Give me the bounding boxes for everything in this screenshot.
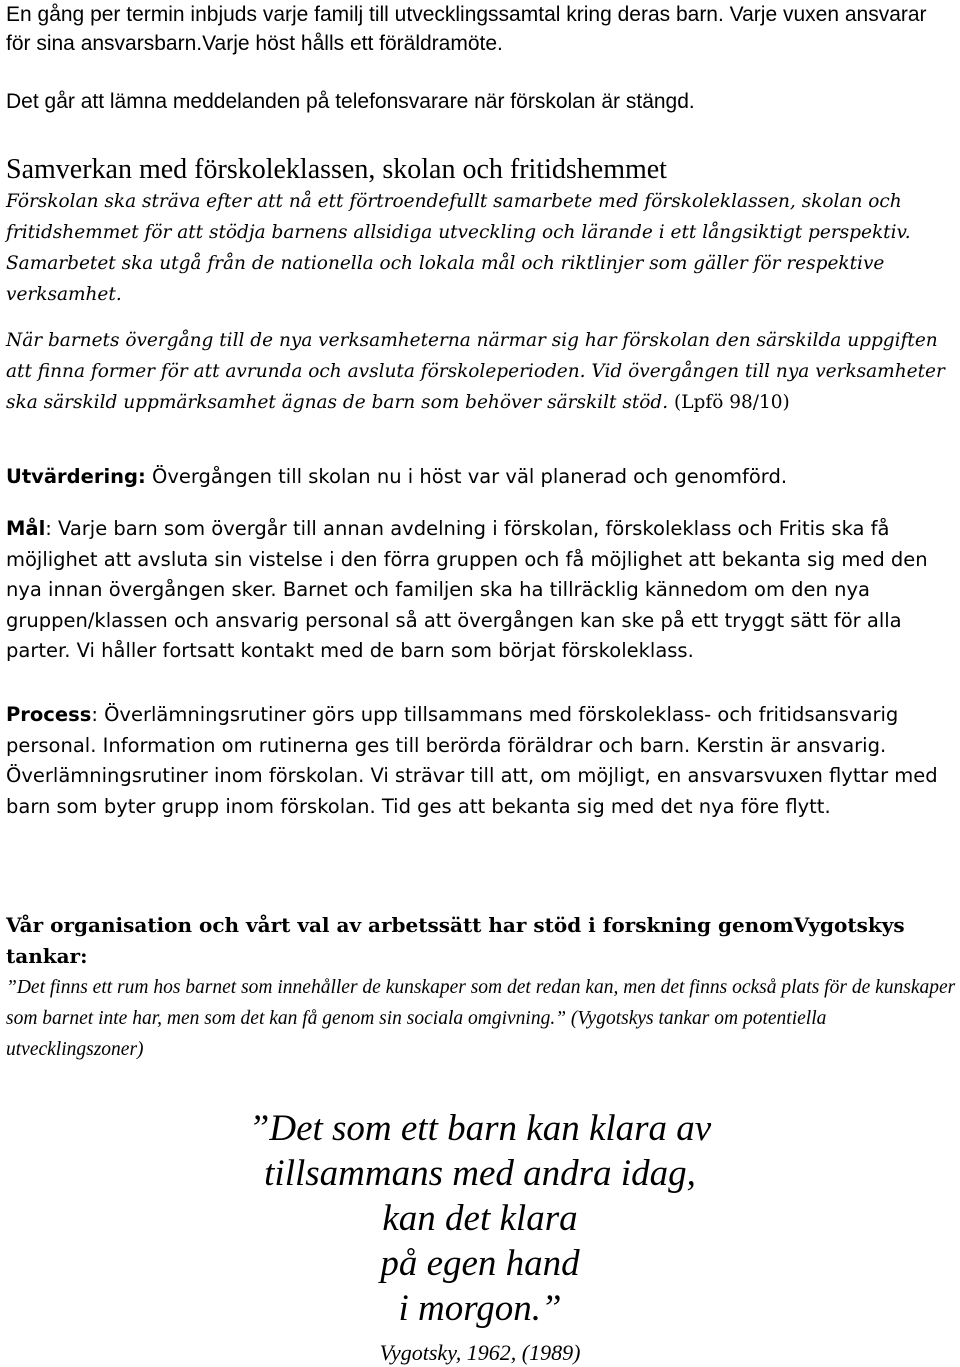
intro-paragraph: En gång per termin inbjuds varje familj till utvecklingssamtal kring deras barn. Varje vuxen ansvarar för sina ansvarsbarn.Varje höst hålls ett föräldramöte. — [6, 3, 927, 55]
samverkan-paragraph-1: Förskolan ska sträva efter att nå ett förtroendefullt samarbete med förskoleklassen, skolan och fritidshemmet för att stödja barnens allsidiga utveckling och lärande i ett långsiktigt perspektiv. Samarbetet ska utgå från de nationella och lokala mål och riktlinjer som gäller för respektive verksamhet. — [6, 191, 911, 305]
intro-contact-line: Det går att lämna meddelanden på telefonsvarare när förskolan är stängd. — [6, 90, 695, 113]
quote-attribution: Vygotsky, 1962, (1989) — [379, 1340, 581, 1365]
process-paragraph — [6, 700, 956, 822]
big-quote-line-5: i morgon.” — [398, 1288, 562, 1329]
mal-text: : Varje barn som övergår till annan avdelning i förskolan, förskoleklass och Fritis ska få möjlighet att avsluta sin vistelse i den förra gruppen och få möjlighet att bekanta sig med den nya innan övergången sker. Barnet och familjen ska ha tillräcklig kännedom om den nya gruppen/klassen och ansvarig personal så att övergången kan ske på ett tryggt sätt för alla parter. Vi håller fortsatt kontakt med de barn som börjat förskoleklass. — [6, 517, 928, 662]
mal-label: Mål — [6, 517, 46, 540]
lpfo-reference: (Lpfö 98/10) — [674, 392, 790, 413]
process-label: Process — [6, 703, 92, 726]
big-quote-line-2: tillsammans med andra idag, — [264, 1153, 696, 1194]
samverkan-heading: Samverkan med förskoleklassen, skolan och fritidshemmet — [6, 154, 667, 185]
organisation-heading: Vår organisation och vårt val av arbetssätt har stöd i forskning genomVygotskys tankar: — [6, 913, 905, 968]
big-quote-line-4: på egen hand — [380, 1243, 580, 1284]
utvardering-text: Övergången till skolan nu i höst var väl planerad och genomförd. — [145, 465, 788, 488]
samverkan-paragraph-2-text: När barnets övergång till de nya verksamheterna närmar sig har förskolan den särskilda uppgiften att finna former för att avrunda och avsluta förskoleperioden. Vid övergången till nya verksamheter ska särskild uppmärksamhet ägnas de barn som behöver särskilt stöd. — [6, 330, 945, 413]
samverkan-paragraph-2 — [6, 325, 956, 418]
process-text: : Överlämningsrutiner görs upp tillsammans med förskoleklass- och fritidsansvarig personal. Information om rutinerna ges till berörda föräldrar och barn. Kerstin är ansvarig. Överlämningsrutiner inom förskolan. Vi strävar till att, om möjligt, en ansvarsvuxen flyttar med barn som byter grupp inom förskolan. Tid ges att bekanta sig med det nya före flytt. — [6, 703, 938, 818]
big-quote-line-1: ”Det som ett barn kan klara av — [248, 1108, 712, 1149]
mal-paragraph — [6, 514, 956, 667]
vygotsky-short-quote: ”Det finns ett rum hos barnet som innehåller de kunskaper som det redan kan, men det finns också plats för de kunskaper som barnet inte har, men som det kan få genom sin sociala omgivning.” (Vygotskys tankar om potentiella utvecklingszoner) — [6, 977, 956, 1060]
big-quote-line-3: kan det klara — [382, 1198, 578, 1239]
utvardering-paragraph — [6, 462, 956, 493]
utvardering-label: Utvärdering: — [6, 465, 146, 488]
